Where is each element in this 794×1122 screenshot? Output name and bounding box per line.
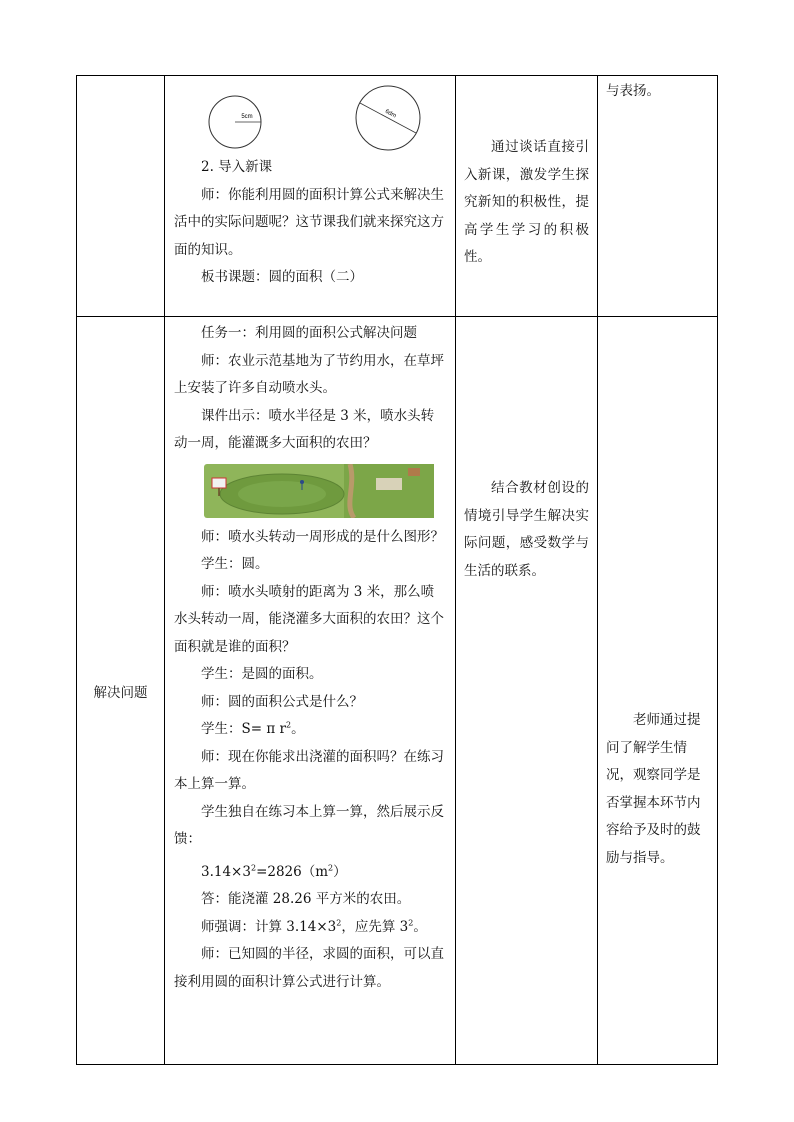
- note-text: 与表扬。: [606, 83, 660, 99]
- farmland-illustration: [204, 464, 434, 518]
- section-heading: 2. 导入新课: [201, 159, 273, 175]
- emphasis-end: 。: [413, 918, 427, 935]
- calc-exponent: 2: [250, 863, 257, 872]
- emphasis-exponent: 2: [336, 918, 342, 927]
- circle-figures: [174, 76, 446, 154]
- note-text: 老师通过提问了解学生情况，观察同学是否掌握本环节内容给予及时的鼓励与指导。: [606, 712, 701, 866]
- calc-text: 3.14×3: [201, 863, 251, 880]
- emphasis-text-2: ，应先算 3: [341, 918, 409, 935]
- stage-cell-empty: [77, 76, 165, 317]
- intent-cell: [456, 317, 598, 1065]
- paragraph: 任务一：利用圆的面积公式解决问题: [201, 325, 417, 341]
- process-cell: [165, 317, 456, 1065]
- emphasis-exponent-2: 2: [408, 918, 414, 927]
- stage-cell: [77, 317, 165, 1065]
- table-row: [77, 76, 718, 317]
- paragraph: 师：喷水头喷射的距离为 3 米，那么喷水头转动一周，能浇灌多大面积的农田？这个面积就是谁的面积？: [174, 583, 444, 655]
- paragraph: 师：已知圆的半径，求圆的面积，可以直接利用圆的面积计算公式进行计算。: [174, 946, 444, 990]
- paragraph: 学生：是圆的面积。: [201, 666, 323, 682]
- note-cell: [598, 317, 718, 1065]
- emphasis-text: 师强调：计算 3.14×3: [201, 918, 337, 935]
- lesson-plan-table: [76, 75, 718, 1065]
- formula-exponent: 2: [285, 720, 292, 730]
- paragraph: 学生独自在练习本上算一算，然后展示反馈：: [174, 803, 444, 847]
- formula-end: 。: [291, 721, 305, 737]
- large-circle-figure: [354, 84, 422, 156]
- paragraph: 板书课题：圆的面积（二）: [201, 269, 363, 285]
- large-circle-diameter-label: 6dm: [383, 108, 398, 120]
- intent-cell: [456, 76, 598, 317]
- small-circle-radius-label: 5cm: [241, 114, 253, 120]
- calculation-line: [174, 859, 446, 887]
- stage-label: 解决问题: [93, 684, 148, 701]
- formula-text: 学生：S= π r: [201, 721, 286, 737]
- paragraph: 师：农业示范基地为了节约用水，在草坪上安装了许多自动喷水头。: [174, 352, 444, 396]
- paragraph: 学生：圆。: [201, 556, 269, 572]
- paragraph: 师：喷水头转动一周形成的是什么图形？: [201, 528, 444, 545]
- formula-line: [174, 716, 446, 744]
- process-cell: [165, 76, 456, 317]
- paragraph: 师：圆的面积公式是什么？: [201, 693, 363, 710]
- calc-end: ）: [333, 863, 347, 880]
- paragraph: 答：能浇灌 28.26 平方米的农田。: [201, 891, 411, 907]
- note-cell: [598, 76, 718, 317]
- paragraph: 师：现在你能求出浇灌的面积吗？在练习本上算一算。: [174, 748, 444, 792]
- emphasis-line: [174, 914, 446, 942]
- table-row: [77, 317, 718, 1065]
- design-intent-text: 结合教材创设的情境引导学生解决实际问题，感受数学与生活的联系。: [464, 480, 589, 579]
- calc-result: =2826（m: [256, 863, 329, 880]
- paragraph: 师：你能利用圆的面积计算公式来解决生活中的实际问题呢？这节课我们就来探究这方面的知识。: [174, 186, 444, 258]
- calc-unit-exponent: 2: [328, 863, 334, 872]
- design-intent-text: 通过谈话直接引入新课，激发学生探究新知的积极性，提高学生学习的积极性。: [464, 139, 589, 266]
- paragraph: 课件出示：喷水半径是 3 米，喷水头转动一周，能灌溉多大面积的农田？: [174, 407, 435, 451]
- small-circle-figure: [207, 94, 263, 154]
